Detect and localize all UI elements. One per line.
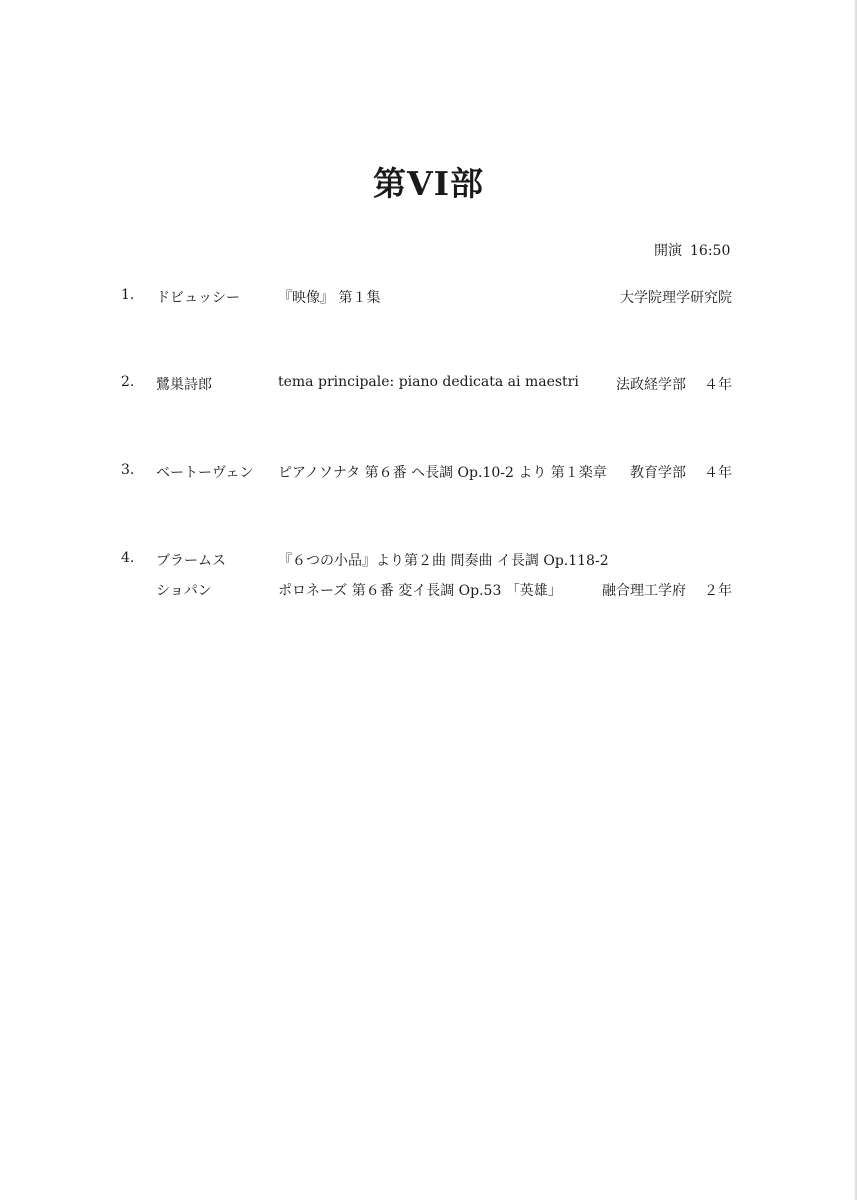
program-item-2 bbox=[0, 374, 857, 398]
program-item-4-line-2 bbox=[0, 580, 857, 604]
start-time-value: 16:50 bbox=[690, 243, 731, 259]
affiliation-name: 大学院理学研究院 bbox=[620, 290, 732, 306]
performer-affiliation bbox=[620, 287, 732, 307]
composer: ドビュッシー bbox=[156, 290, 240, 306]
piece-title: ポロネーズ 第６番 変イ長調 Op.53 「英雄」 bbox=[278, 583, 562, 599]
program-item-3 bbox=[0, 462, 857, 486]
piece-title: ピアノソナタ 第６番 ヘ長調 Op.10-2 より 第１楽章 bbox=[278, 465, 607, 481]
affiliation-name: 教育学部 bbox=[630, 465, 686, 481]
affiliation-year: ４年 bbox=[704, 465, 732, 481]
item-number: 3. bbox=[121, 462, 135, 478]
performer-affiliation bbox=[616, 374, 732, 394]
performer-affiliation bbox=[602, 580, 732, 600]
item-number: 1. bbox=[121, 287, 135, 303]
piece-title: 『映像』 第１集 bbox=[278, 290, 381, 306]
composer: 鷺巣詩郎 bbox=[156, 377, 212, 393]
composer: ベートーヴェン bbox=[156, 465, 254, 481]
item-number: 4. bbox=[121, 550, 135, 566]
item-number: 2. bbox=[121, 374, 135, 390]
piece-title: 『６つの小品』より第２曲 間奏曲 イ長調 Op.118-2 bbox=[278, 553, 609, 569]
start-time bbox=[654, 240, 730, 260]
composer: ブラームス bbox=[156, 553, 226, 569]
piece-title: tema principale: piano dedicata ai maestri bbox=[278, 374, 579, 390]
affiliation-year: ４年 bbox=[704, 377, 732, 393]
program-item-4 bbox=[0, 550, 857, 574]
start-time-label: 開演 bbox=[654, 243, 682, 259]
affiliation-name: 法政経学部 bbox=[616, 377, 686, 393]
program-item-1 bbox=[0, 287, 857, 311]
affiliation-year: ２年 bbox=[704, 583, 732, 599]
affiliation-name: 融合理工学府 bbox=[602, 583, 686, 599]
composer: ショパン bbox=[156, 583, 212, 599]
page-title: 第VI部 bbox=[372, 164, 485, 203]
performer-affiliation bbox=[630, 462, 732, 482]
